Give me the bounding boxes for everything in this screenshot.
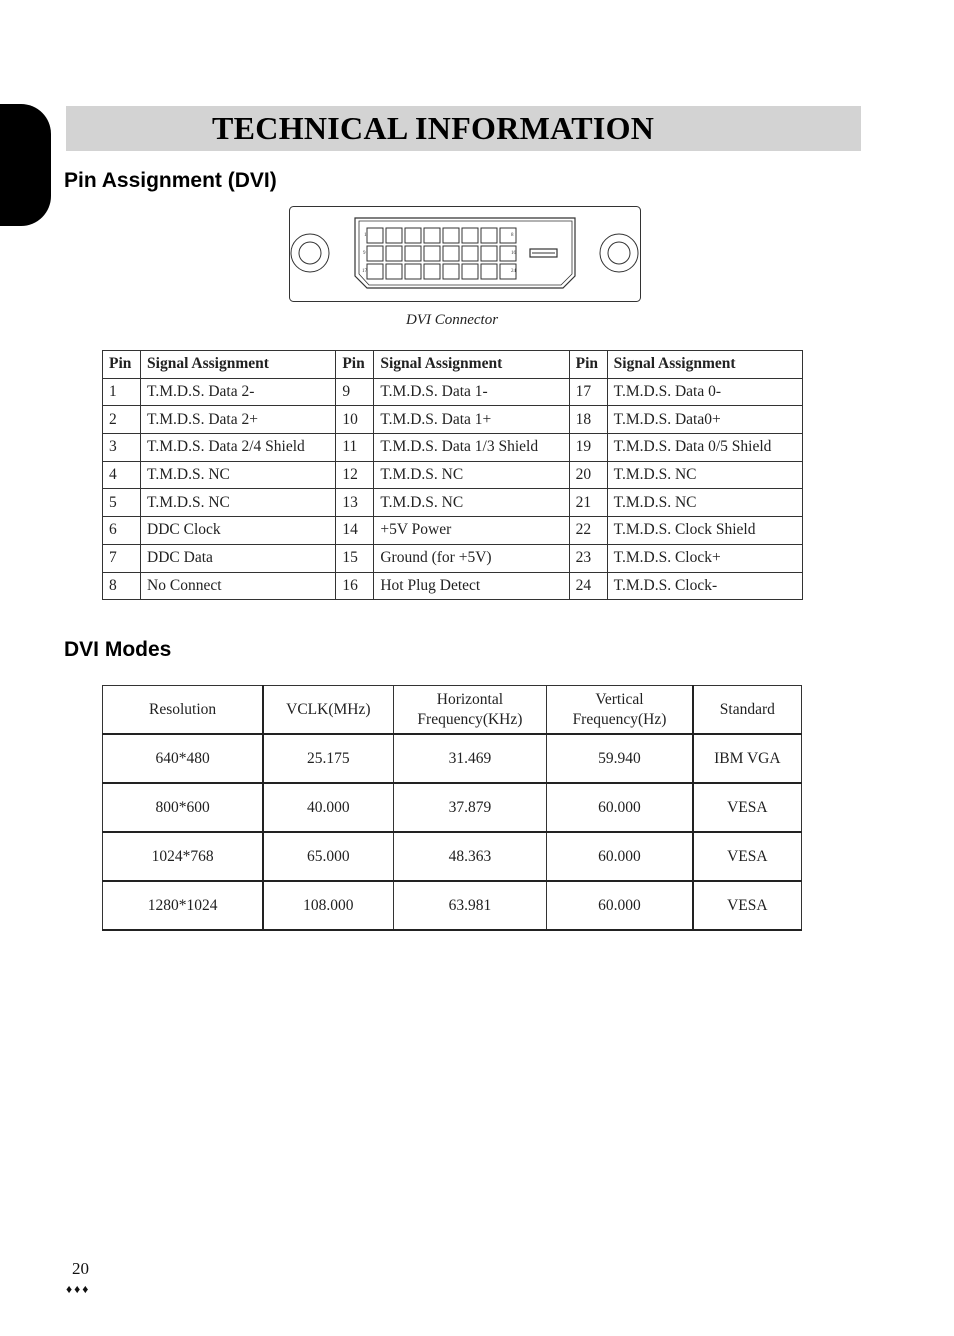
- signal-name: T.M.D.S. NC: [374, 461, 569, 489]
- signal-name: T.M.D.S. Data 1-: [374, 378, 569, 406]
- conn-label-17: 17: [362, 269, 367, 274]
- pin-number: 14: [336, 517, 374, 545]
- signal-name: Hot Plug Detect: [374, 572, 569, 600]
- signal-name: T.M.D.S. Clock+: [607, 544, 802, 572]
- pin-number: 3: [103, 434, 141, 462]
- connector-pin-contact: [405, 228, 421, 243]
- horizontal-frequency-value: 31.469: [393, 734, 547, 783]
- standard-value: IBM VGA: [693, 734, 802, 783]
- header-pin: Pin: [103, 351, 141, 379]
- signal-name: T.M.D.S. Data 2-: [141, 378, 336, 406]
- connector-pin-contact: [405, 246, 421, 261]
- signal-name: T.M.D.S. NC: [141, 461, 336, 489]
- table-row: [103, 434, 803, 462]
- pin-number: 6: [103, 517, 141, 545]
- connector-pin-contact: [367, 246, 383, 261]
- connector-pin-contact: [424, 246, 440, 261]
- connector-pin-contact: [405, 264, 421, 279]
- header-standard: Standard: [693, 686, 802, 735]
- pin-number: 24: [569, 572, 607, 600]
- pin-number: 20: [569, 461, 607, 489]
- header-signal: Signal Assignment: [374, 351, 569, 379]
- signal-name: T.M.D.S. NC: [141, 489, 336, 517]
- conn-label-8: 8: [511, 233, 514, 238]
- page-number: 20: [72, 1259, 89, 1278]
- connector-pin-contact: [443, 264, 459, 279]
- pin-number: 16: [336, 572, 374, 600]
- header-vclk: VCLK(MHz): [263, 686, 393, 735]
- page-title: TECHNICAL INFORMATION: [212, 110, 655, 146]
- pin-number: 4: [103, 461, 141, 489]
- signal-name: T.M.D.S. Clock Shield: [607, 517, 802, 545]
- connector-pin-contact: [481, 264, 497, 279]
- pin-number: 19: [569, 434, 607, 462]
- pin-number: 9: [336, 378, 374, 406]
- pin-number: 8: [103, 572, 141, 600]
- pin-number: 2: [103, 406, 141, 434]
- header-vertical-frequency: Vertical Frequency(Hz): [547, 686, 693, 735]
- pin-number: 7: [103, 544, 141, 572]
- conn-label-16: 16: [511, 251, 516, 256]
- pin-number: 1: [103, 378, 141, 406]
- dvi-modes-heading: DVI Modes: [64, 638, 172, 661]
- connector-pin-contact: [443, 228, 459, 243]
- table-row: [103, 461, 803, 489]
- conn-label-24: 24: [511, 269, 516, 274]
- signal-name: T.M.D.S. Data 1+: [374, 406, 569, 434]
- signal-name: T.M.D.S. NC: [607, 489, 802, 517]
- modes-header-row: [103, 686, 802, 735]
- vclk-value: 108.000: [263, 881, 393, 930]
- signal-name: T.M.D.S. NC: [607, 461, 802, 489]
- header-horizontal-frequency: Horizontal Frequency(KHz): [393, 686, 547, 735]
- connector-pin-contact: [367, 264, 383, 279]
- header-signal: Signal Assignment: [607, 351, 802, 379]
- table-row: [103, 783, 802, 832]
- pin-number: 5: [103, 489, 141, 517]
- connector-pin-contact: [500, 228, 516, 243]
- connector-pin-contact: [424, 264, 440, 279]
- pin-number: 12: [336, 461, 374, 489]
- standard-value: VESA: [693, 832, 802, 881]
- connector-caption: DVI Connector: [406, 312, 499, 328]
- vertical-frequency-value: 60.000: [547, 881, 693, 930]
- pin-number: 15: [336, 544, 374, 572]
- signal-name: T.M.D.S. Data 1/3 Shield: [374, 434, 569, 462]
- resolution-value: 800*600: [103, 783, 264, 832]
- standard-value: VESA: [693, 783, 802, 832]
- connector-pin-contact: [386, 246, 402, 261]
- vertical-frequency-value: 59.940: [547, 734, 693, 783]
- pin-number: 22: [569, 517, 607, 545]
- signal-name: T.M.D.S. Data 0/5 Shield: [607, 434, 802, 462]
- table-row: [103, 406, 803, 434]
- pin-number: 17: [569, 378, 607, 406]
- table-row: [103, 832, 802, 881]
- pin-number: 10: [336, 406, 374, 434]
- table-row: [103, 378, 803, 406]
- connector-pin-contact: [443, 246, 459, 261]
- standard-value: VESA: [693, 881, 802, 930]
- pin-assignment-heading: Pin Assignment (DVI): [64, 169, 277, 192]
- signal-name: T.M.D.S. Data 2/4 Shield: [141, 434, 336, 462]
- vclk-value: 25.175: [263, 734, 393, 783]
- dvi-modes-table: [102, 685, 802, 931]
- pin-assignment-table: [102, 350, 803, 600]
- connector-pin-contact: [481, 246, 497, 261]
- table-row: [103, 734, 802, 783]
- pin-number: 21: [569, 489, 607, 517]
- table-row: [103, 881, 802, 930]
- signal-name: T.M.D.S. Data0+: [607, 406, 802, 434]
- dvi-connector-drawing: [289, 206, 641, 302]
- signal-name: T.M.D.S. NC: [374, 489, 569, 517]
- conn-label-1: 1: [364, 233, 367, 238]
- vertical-frequency-value: 60.000: [547, 783, 693, 832]
- header-pin: Pin: [569, 351, 607, 379]
- header-pin: Pin: [336, 351, 374, 379]
- table-row: [103, 572, 803, 600]
- connector-pin-contact: [462, 246, 478, 261]
- pin-table-header-row: [103, 351, 803, 379]
- resolution-value: 1280*1024: [103, 881, 264, 930]
- resolution-value: 1024*768: [103, 832, 264, 881]
- pin-number: 23: [569, 544, 607, 572]
- vclk-value: 65.000: [263, 832, 393, 881]
- dvi-connector-diagram: [289, 206, 641, 302]
- title-bar: [66, 106, 861, 151]
- signal-name: T.M.D.S. Data 0-: [607, 378, 802, 406]
- signal-name: No Connect: [141, 572, 336, 600]
- horizontal-frequency-value: 63.981: [393, 881, 547, 930]
- connector-pin-contact: [462, 228, 478, 243]
- header-resolution: Resolution: [103, 686, 264, 735]
- conn-label-9: 9: [363, 251, 366, 256]
- horizontal-frequency-value: 48.363: [393, 832, 547, 881]
- signal-name: DDC Data: [141, 544, 336, 572]
- pin-number: 18: [569, 406, 607, 434]
- signal-name: Ground (for +5V): [374, 544, 569, 572]
- table-row: [103, 544, 803, 572]
- connector-pin-contact: [367, 228, 383, 243]
- signal-name: DDC Clock: [141, 517, 336, 545]
- vclk-value: 40.000: [263, 783, 393, 832]
- table-row: [103, 489, 803, 517]
- connector-pin-contact: [424, 228, 440, 243]
- side-tab-marker: [0, 104, 51, 226]
- connector-pin-contact: [386, 264, 402, 279]
- signal-name: T.M.D.S. Clock-: [607, 572, 802, 600]
- horizontal-frequency-value: 37.879: [393, 783, 547, 832]
- pin-number: 13: [336, 489, 374, 517]
- table-row: [103, 517, 803, 545]
- connector-pin-contact: [386, 228, 402, 243]
- diamond-ornament: ♦♦♦: [66, 1282, 91, 1296]
- signal-name: T.M.D.S. Data 2+: [141, 406, 336, 434]
- signal-name: +5V Power: [374, 517, 569, 545]
- connector-pin-contact: [481, 228, 497, 243]
- pin-number: 11: [336, 434, 374, 462]
- connector-pin-contact: [462, 264, 478, 279]
- header-signal: Signal Assignment: [141, 351, 336, 379]
- resolution-value: 640*480: [103, 734, 264, 783]
- vertical-frequency-value: 60.000: [547, 832, 693, 881]
